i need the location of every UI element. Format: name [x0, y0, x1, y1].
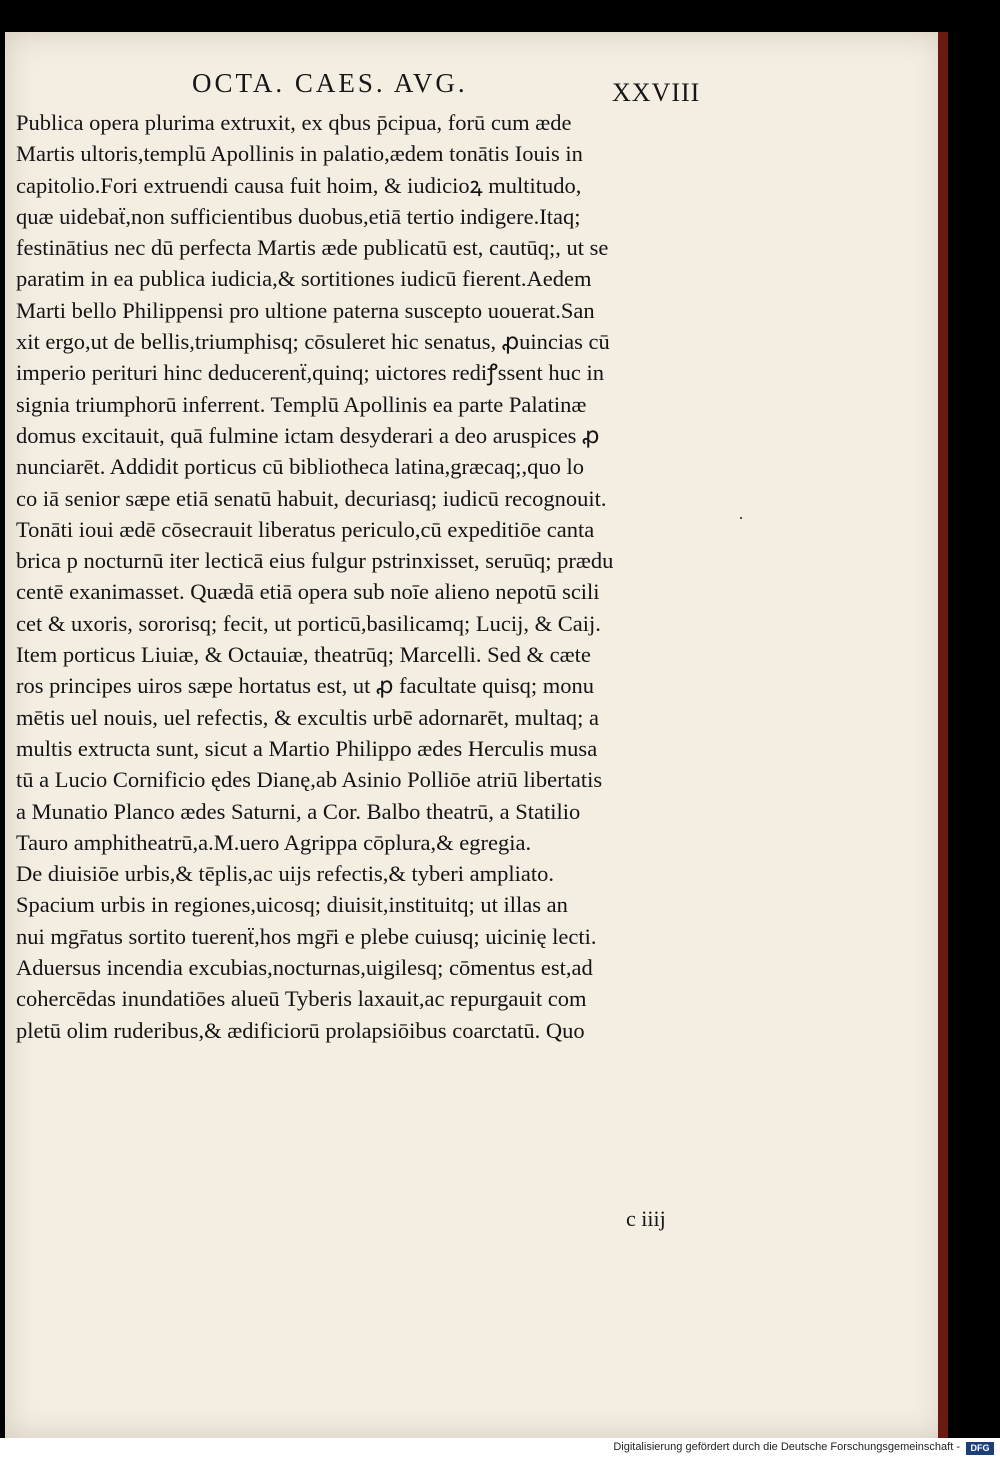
text-line: pletū olim ruderibus,& ædificiorū prolapsiōibus coarctatū. Quo	[16, 1017, 585, 1043]
text-line: signia triumphorū inferrent. Templū Apollinis ea parte Palatinæ	[16, 391, 587, 417]
text-line: multis extructa sunt, sicut a Martio Philippo ædes Herculis musa	[16, 735, 598, 761]
text-line: co iā senior sæpe etiā senatū habuit, decuriasq; iudicū recognouit.	[16, 485, 607, 511]
text-line: brica p nocturnū iter lecticā eius fulgur pstrinxisset, seruūq; prædu	[16, 548, 614, 574]
text-line: Martis ultoris,templū Apollinis in palatio,ædem tonātis Iouis in	[16, 141, 583, 167]
text-line: domus excitauit, quā fulmine ictam desyderari a deo aruspices ꝓ	[16, 422, 600, 448]
text-line: ros principes uiros sæpe hortatus est, ut ꝓ facultate quisq; monu	[16, 673, 594, 699]
running-head: OCTA. CAES. AVG.	[192, 68, 468, 98]
text-line: cohercēdas inundatiōes alueū Tyberis laxauit,ac repurgauit com	[16, 986, 587, 1012]
text-line: cet & uxoris, sororisq; fecit, ut porticū,basilicamq; Lucij, & Caij.	[16, 610, 601, 636]
text-line: Tonāti ioui ædē cōsecrauit liberatus periculo,cū expeditiōe canta	[16, 516, 595, 542]
text-line: tū a Lucio Cornificio ędes Dianę,ab Asinio Polliōe atriū libertatis	[16, 767, 603, 793]
text-line: Tauro amphitheatrū,a.M.uero Agrippa cōplura,& egregia.	[16, 829, 532, 855]
text-line: nunciarēt. Addidit porticus cū bibliotheca latina,græcaq;,quo lo	[16, 454, 584, 480]
text-line: centē exanimasset. Quædā etiā opera sub noīe alieno nepotū scili	[16, 579, 600, 605]
text-line: Aduersus incendia excubias,nocturnas,uigilesq; cōmentus est,ad	[16, 955, 593, 981]
text-line: quæ uidebaẗ,non sufficientibus duobus,etiā tertio indigere.Itaq;	[16, 203, 581, 229]
funding-credit: Digitalisierung gefördert durch die Deutsche Forschungsgemeinschaft -	[613, 1441, 960, 1453]
text-line: capitolio.Fori extruendi causa fuit hoim, & iudicioꝝ multitudo,	[16, 172, 582, 198]
text-line: a Munatio Planco ædes Saturni, a Cor. Balbo theatrū, a Statilio	[16, 798, 581, 824]
text-line: Item porticus Liuiæ, & Octauiæ, theatrūq; Marcelli. Sed & cæte	[16, 642, 591, 668]
text-line: nui mgr̄atus sortito tuerenẗ,hos mgr̄i e plebe cuiusq; uicinię lecti.	[16, 923, 597, 949]
dfg-logo-icon: DFG	[966, 1442, 994, 1455]
text-line: Spacium urbis in regiones,uicosq; diuisit,instituitq; ut illas an	[16, 892, 568, 918]
text-line: imperio perituri hinc deducerenẗ,quinq; uictores rediꝭssent huc in	[16, 360, 604, 386]
margin-mark: ·	[738, 508, 744, 528]
text-line: mētis uel nouis, uel refectis, & excultis urbē adornarēt, multaq; a	[16, 704, 599, 730]
text-line: Marti bello Philippensi pro ultione paterna suscepto uouerat.San	[16, 297, 595, 323]
text-line: De diuisiōe urbis,& tēplis,ac uijs refectis,& tyberi ampliato.	[16, 861, 555, 887]
footer-bar	[0, 1438, 1000, 1460]
folio-number: XXVIII	[612, 78, 701, 107]
text-line: paratim in ea publica iudicia,& sortitiones iudicū fierent.Aedem	[16, 266, 592, 292]
page-edge	[938, 32, 948, 1438]
text-line: Publica opera plurima extruxit, ex qbus p̄cipua, forū cum æde	[16, 110, 572, 135]
text-line: xit ergo,ut de bellis,triumphisq; cōsuleret hic senatus, ꝓuincias cū	[16, 329, 610, 355]
body-text	[16, 107, 716, 1046]
signature-mark: c iiij	[626, 1206, 666, 1231]
text-line: festinātius nec dū perfecta Martis æde publicatū est, cautūq;, ut se	[16, 235, 609, 261]
